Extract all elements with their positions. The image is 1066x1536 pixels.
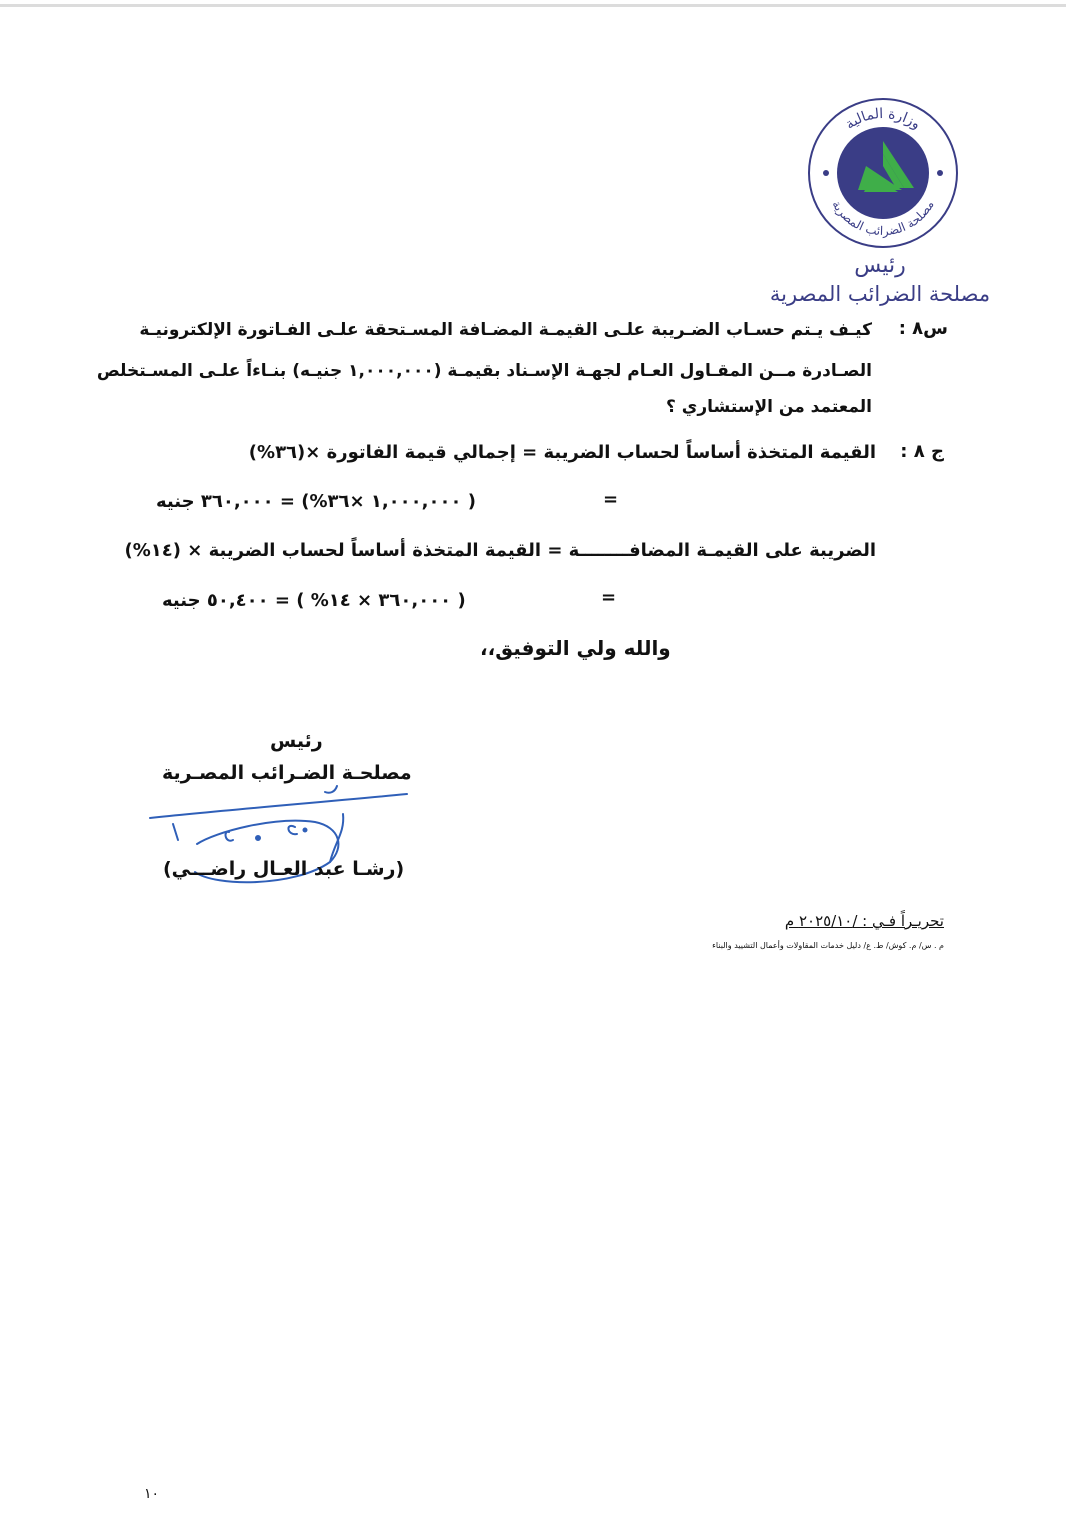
signature-title-1: رئيس xyxy=(270,730,323,752)
answer-line-4: ( ٣٦٠,٠٠٠ × ١٤% ) = ٥٠,٤٠٠ جنيه xyxy=(162,590,466,611)
signature-title-2: مصلحـة الضـرائب المصـرية xyxy=(162,762,412,784)
answer-line-3: الضريبة على القيمـة المضافــــــــة = القيمة المتخذة أساساً لحساب الضريبة × (١٤%) xyxy=(124,540,876,561)
answer-marker: ج ٨ : xyxy=(900,441,944,462)
date-line: تحريـراً فـي : /٢٠٢٥/١٠ م xyxy=(784,912,944,930)
question-marker: س٨ : xyxy=(898,318,948,339)
signatory-name: (رشـا عبد العـال راضـــي) xyxy=(163,858,405,880)
answer-line-2-equals: = xyxy=(603,489,619,510)
header-title xyxy=(760,252,1000,308)
question-line-3: المعتمد من الإستشاري ؟ xyxy=(666,397,872,417)
answer-line-4-equals: = xyxy=(601,587,617,608)
seal-top-text: وزارة المالية xyxy=(842,105,924,133)
closing-text: والله ولي التوفيق،، xyxy=(480,636,671,660)
footer-reference: م . س/ م. كوش/ ط. ع/ دليل خدمات المقاولات وأعمال التشييد والبناء xyxy=(712,941,944,950)
page-number: ١٠ xyxy=(144,1486,160,1502)
answer-line-2: ( ١,٠٠٠,٠٠٠ ×٣٦%) = ٣٦٠,٠٠٠ جنيه xyxy=(156,491,476,512)
answer-line-1: القيمة المتخذة أساساً لحساب الضريبة = إجمالي قيمة الفاتورة ×(٣٦%) xyxy=(248,442,876,463)
header-title-line2: مصلحة الضرائب المصرية xyxy=(769,282,991,306)
header-title-line1: رئيس xyxy=(854,253,906,278)
top-border xyxy=(0,4,1066,7)
question-line-2: الصـادرة مــن المقـاول العـام لجهـة الإسـناد بقيمـة (١,٠٠٠,٠٠٠ جنيـه) بنـاءاً علـى المسـتخلص xyxy=(96,361,872,381)
ministry-seal-icon xyxy=(806,96,960,250)
seal-bottom-text: مصلحة الضرائب المصرية xyxy=(829,198,937,239)
question-line-1: كيـف يـتم حسـاب الضـريبة علـى القيمـة المضـافة المسـتحقة علـى الفـاتورة الإلكترونيـة xyxy=(139,320,872,340)
